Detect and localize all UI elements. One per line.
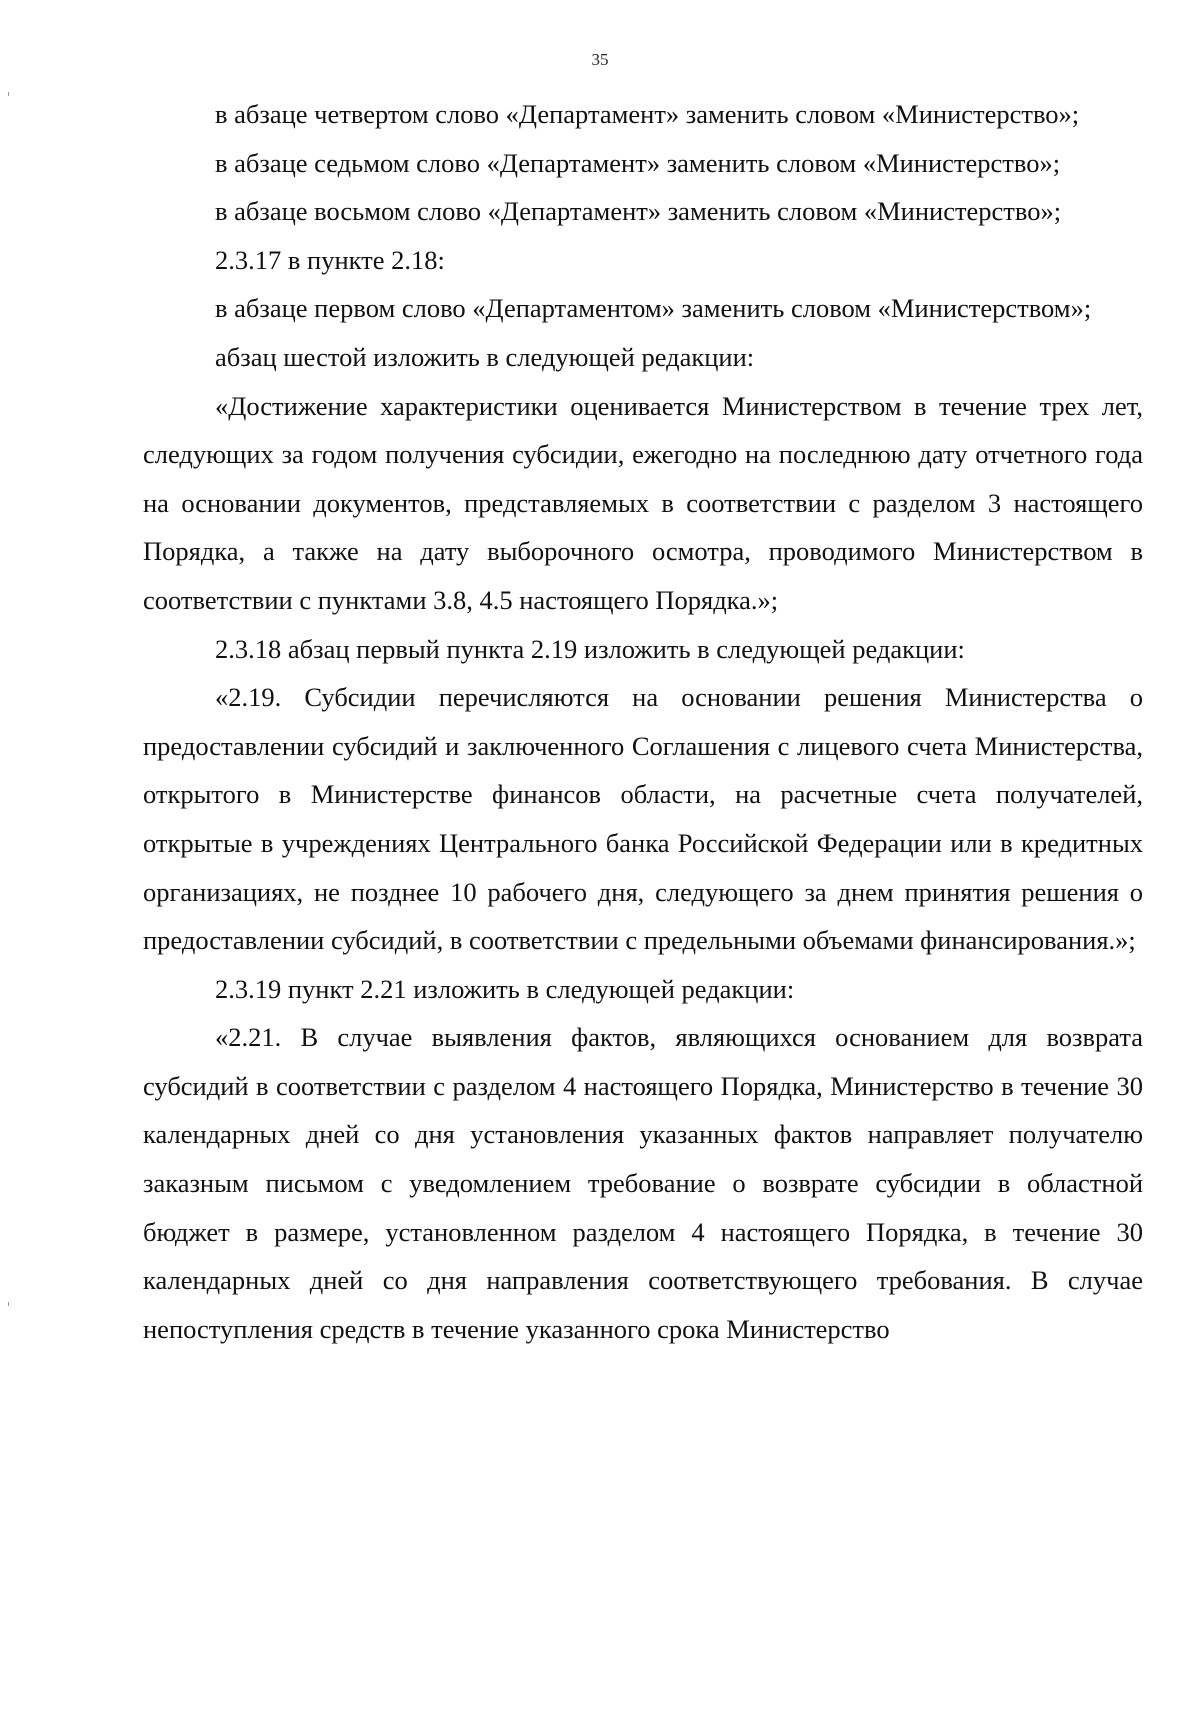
paragraph: 2.3.19 пункт 2.21 изложить в следующей редакции: bbox=[215, 973, 795, 1004]
paragraph: в абзаце четвертом слово «Департамент» заменить словом «Министерство»; bbox=[215, 99, 1080, 129]
paragraph: «Достижение характеристики оценивается Министерством в течение трех лет, следующих за годом получения субсидии, ежегодно на последнюю дату отчетного года на основании документов, представляемых в соответствии с разделом 3 настоящего Порядка, а также на дату выборочного осмотра, проводимого Министерством в соответствии с пунктами 3.8, 4.5 настоящего Порядка.»; bbox=[143, 390, 1143, 615]
paragraph: «2.19. Субсидии перечисляются на основании решения Министерства о предоставлении субсидий и заключенного Соглашения с лицевого счета Министерства, открытого в Министерстве финансов области, на расчетные счета получателей, открытые в учреждениях Центрального банка Российской Федерации или в кредитных организациях, не позднее 10 рабочего дня, следующего за днем принятия решения о предоставлении субсидий, в соответствии с предельными объемами финансирования.»; bbox=[143, 682, 1143, 956]
paragraph: «2.21. В случае выявления фактов, являющихся основанием для возврата субсидий в соответствии с разделом 4 настоящего Порядка, Министерство в течение 30 календарных дней со дня установления указанных фактов направляет получателю заказным письмом с уведомлением требование о возврате субсидии в областной бюджет в размере, установленном разделом 4 настоящего Порядка, в течение 30 календарных дней со дня направления соответствующего требования. В случае непоступления средств в течение указанного срока Министерство bbox=[143, 1022, 1143, 1344]
page-number: 35 bbox=[591, 50, 609, 69]
paragraph: абзац шестой изложить в следующей редакции: bbox=[215, 341, 755, 372]
paragraph: в абзаце первом слово «Департаментом» заменить словом «Министерством»; bbox=[215, 293, 1092, 324]
body-text bbox=[143, 90, 1143, 1353]
scan-edge-mark bbox=[8, 92, 9, 96]
paragraph: в абзаце седьмом слово «Департамент» заменить словом «Министерство»; bbox=[215, 147, 1061, 178]
paragraph: 2.3.17 в пункте 2.18: bbox=[215, 244, 445, 275]
paragraph: 2.3.18 абзац первый пункта 2.19 изложить в следующей редакции: bbox=[215, 633, 965, 664]
paragraph: в абзаце восьмом слово «Департамент» заменить словом «Министерство»; bbox=[215, 196, 1062, 227]
scan-edge-mark bbox=[8, 1302, 9, 1306]
